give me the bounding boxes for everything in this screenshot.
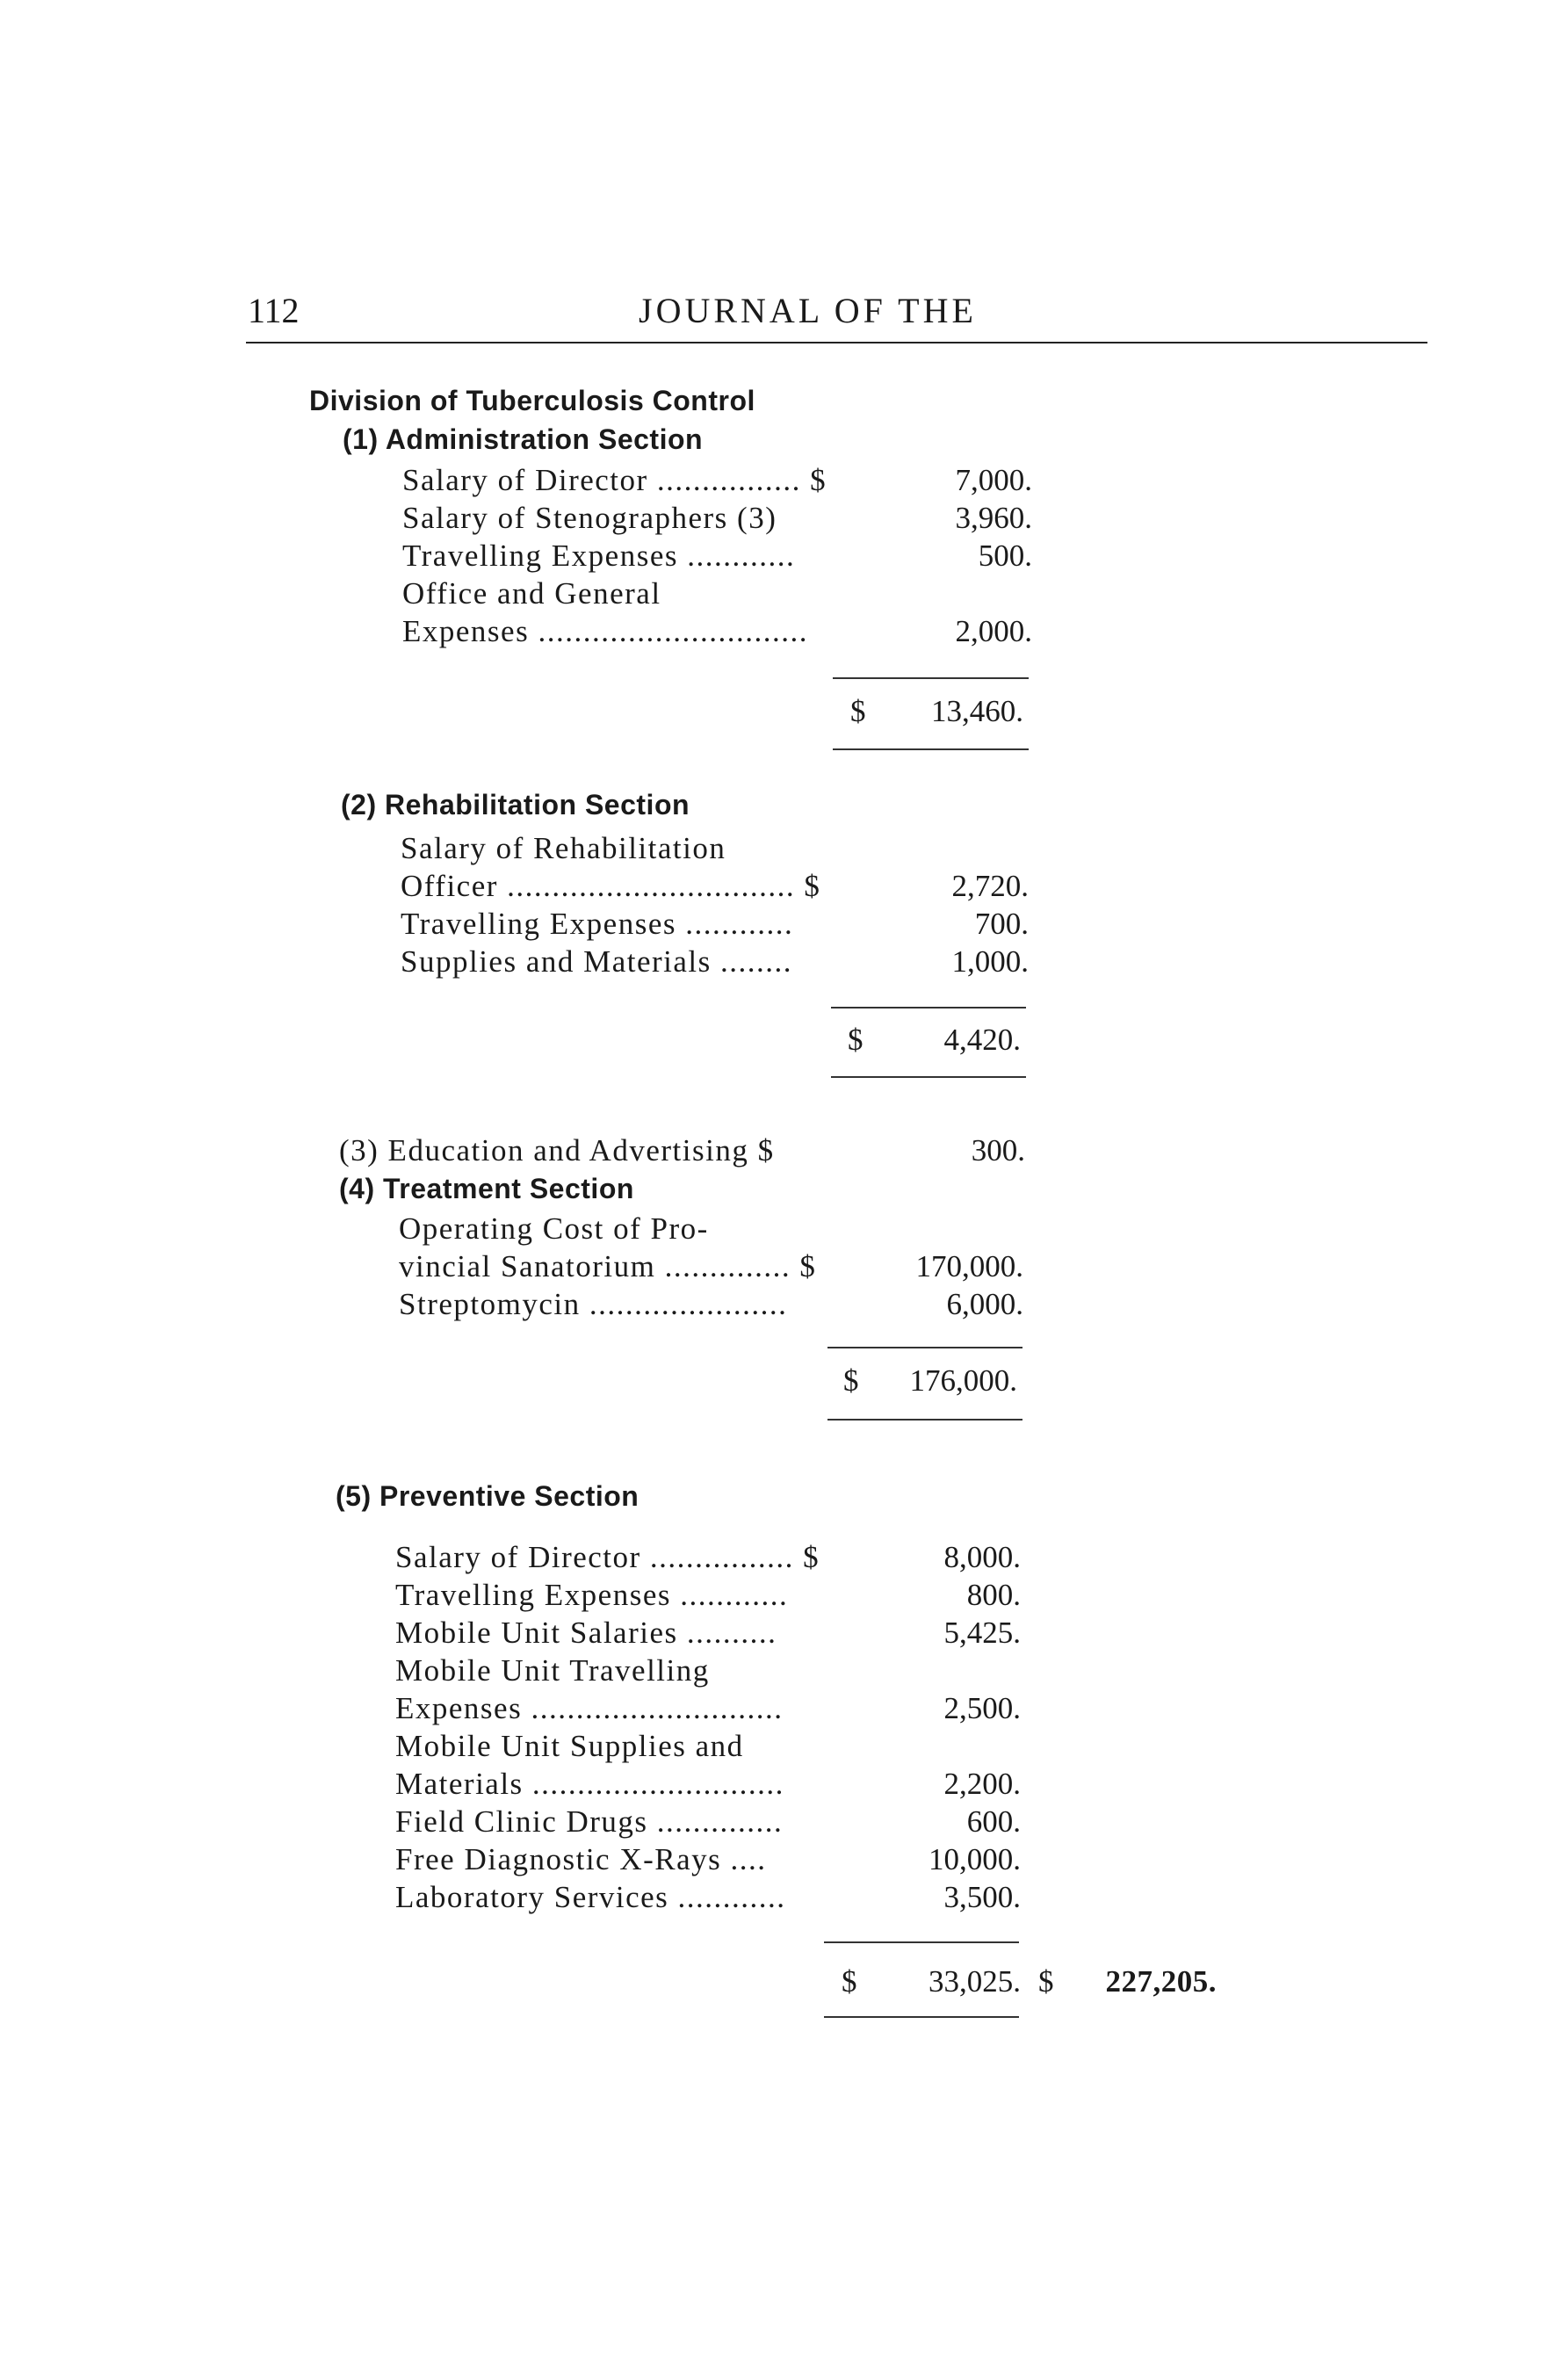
s3-value: 300.	[971, 1133, 1025, 1168]
s5-line-8: Field Clinic Drugs ..............	[395, 1804, 784, 1839]
s5-line-9: Free Diagnostic X-Rays ....	[395, 1842, 767, 1876]
section-2-heading: (2) Rehabilitation Section	[341, 789, 690, 821]
s5-line-2: Travelling Expenses ............	[395, 1578, 789, 1612]
s5-value-8: 600.	[966, 1804, 1021, 1839]
s5-value-5: 2,500.	[943, 1691, 1021, 1725]
division-title: Division of Tuberculosis Control	[309, 385, 755, 416]
s2-total-rule	[831, 1076, 1026, 1078]
s5-line-5: Expenses ............................	[395, 1691, 784, 1725]
s1-value-2: 3,960.	[955, 501, 1032, 535]
s1-total-rule	[833, 748, 1029, 750]
s1-line-5: Expenses ..............................	[402, 614, 808, 648]
s2-sum-rule	[831, 1007, 1026, 1008]
s2-value-2: 2,720.	[951, 869, 1029, 903]
s2-line-4: Supplies and Materials ........	[401, 944, 793, 979]
s1-value-3: 500.	[978, 539, 1032, 573]
s4-sum-rule	[827, 1347, 1022, 1348]
s4-line-2: vincial Sanatorium .............. $	[399, 1249, 817, 1283]
s4-total-rule	[827, 1419, 1022, 1421]
s4-line-1: Operating Cost of Pro-	[399, 1211, 709, 1246]
s5-sum-rule	[824, 1941, 1019, 1943]
section-1-heading: (1) Administration Section	[343, 423, 704, 455]
s5-line-6: Mobile Unit Supplies and	[395, 1729, 744, 1763]
s2-total-dollar: $	[848, 1023, 863, 1057]
s5-line-1: Salary of Director ................ $	[395, 1540, 820, 1574]
s4-line-3: Streptomycin ......................	[399, 1287, 788, 1321]
s4-value-2: 170,000.	[915, 1249, 1023, 1283]
s2-value-3: 700.	[974, 907, 1029, 941]
section-3-line: (3) Education and Advertising $	[339, 1133, 775, 1168]
s4-value-3: 6,000.	[946, 1287, 1023, 1321]
s1-line-1: Salary of Director ................ $	[402, 463, 827, 497]
s1-line-4: Office and General	[402, 576, 661, 611]
s2-line-3: Travelling Expenses ............	[401, 907, 794, 941]
s2-line-2: Officer ................................ $	[401, 869, 821, 903]
s5-total-dollar: $	[842, 1964, 857, 1999]
s5-line-3: Mobile Unit Salaries ..........	[395, 1616, 777, 1650]
page-header	[248, 290, 1425, 339]
s4-total-dollar: $	[843, 1363, 859, 1398]
s1-value-1: 7,000.	[955, 463, 1032, 497]
s1-sum-rule	[833, 677, 1029, 679]
grand-total-dollar: $	[1038, 1964, 1054, 1999]
s5-value-3: 5,425.	[943, 1616, 1021, 1650]
s5-value-7: 2,200.	[943, 1767, 1021, 1801]
page-number: 112	[248, 291, 300, 330]
section-4-heading: (4) Treatment Section	[339, 1173, 634, 1204]
s1-total: 13,460.	[931, 694, 1023, 728]
s5-value-2: 800.	[966, 1578, 1021, 1612]
grand-total: 227,205.	[1105, 1964, 1217, 1999]
s2-total: 4,420.	[943, 1023, 1021, 1057]
s2-line-1: Salary of Rehabilitation	[401, 831, 726, 865]
section-5-heading: (5) Preventive Section	[336, 1480, 639, 1512]
s1-value-5: 2,000.	[955, 614, 1032, 648]
s1-line-2: Salary of Stenographers (3)	[402, 501, 777, 535]
s2-value-4: 1,000.	[951, 944, 1029, 979]
s5-line-4: Mobile Unit Travelling	[395, 1653, 710, 1688]
s1-total-dollar: $	[850, 694, 866, 728]
s5-line-10: Laboratory Services ............	[395, 1880, 786, 1914]
s1-line-3: Travelling Expenses ............	[402, 539, 796, 573]
s5-value-1: 8,000.	[943, 1540, 1021, 1574]
s5-value-10: 3,500.	[943, 1880, 1021, 1914]
header-rule	[246, 342, 1427, 343]
s5-value-9: 10,000.	[929, 1842, 1021, 1876]
s5-total-rule	[824, 2016, 1019, 2018]
s5-line-7: Materials ............................	[395, 1767, 784, 1801]
s4-total: 176,000.	[909, 1363, 1017, 1398]
s5-total: 33,025.	[929, 1964, 1021, 1999]
running-title: JOURNAL OF THE	[639, 291, 977, 330]
